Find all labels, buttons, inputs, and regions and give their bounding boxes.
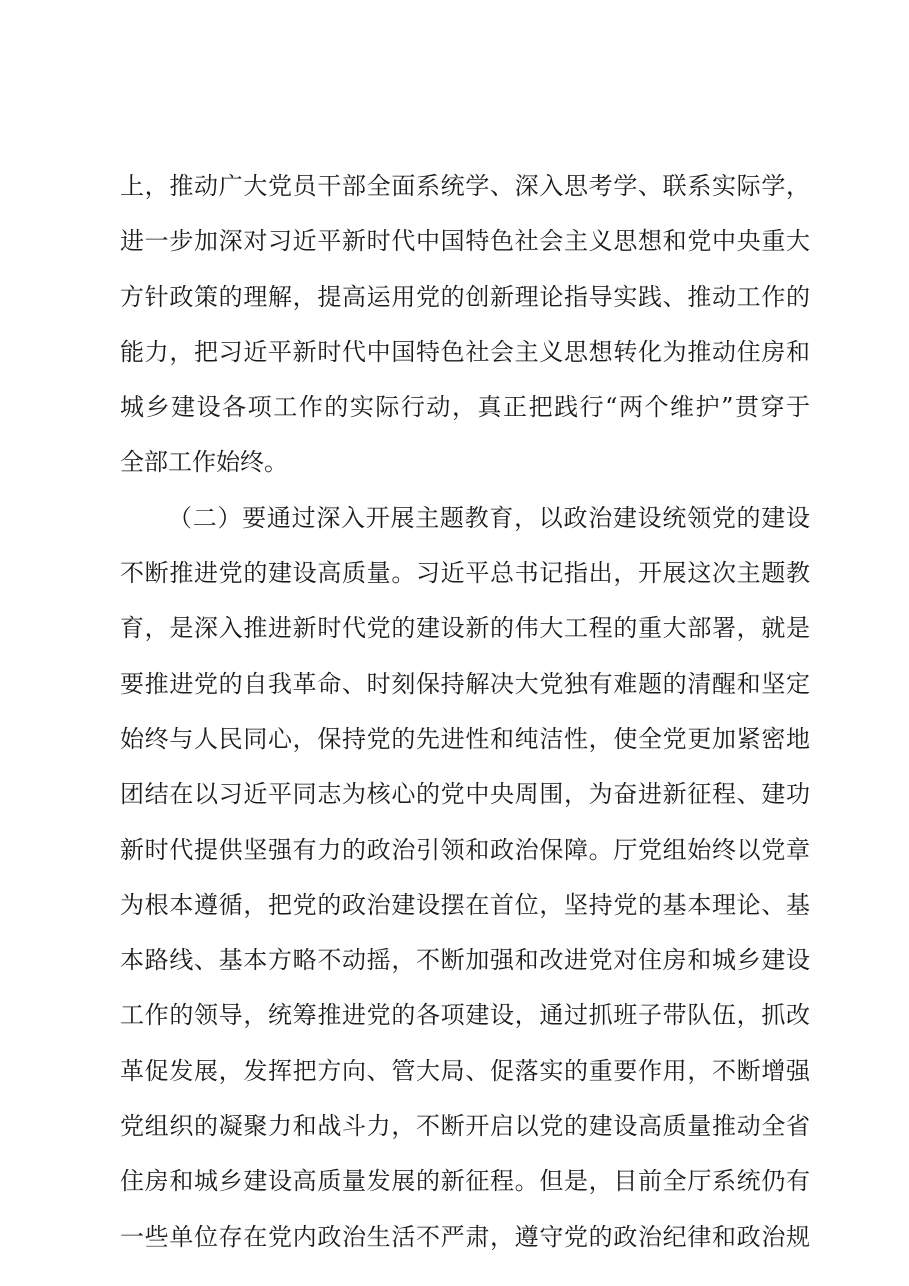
- text-line: 一些单位存在党内政治生活不严肃，遵守党的政治纪律和政治规: [120, 1222, 810, 1251]
- section-heading-line: （二）要通过深入开展主题教育，以政治建设统领党的建设: [168, 503, 810, 532]
- text-line: 为根本遵循，把党的政治建设摆在首位，坚持党的基本理论、基: [120, 890, 810, 919]
- text-line: 本路线、基本方略不动摇，不断加强和改进党对住房和城乡建设: [120, 946, 810, 975]
- text-line: 不断推进党的建设高质量。习近平总书记指出，开展这次主题教: [120, 559, 810, 588]
- text-line: 工作的领导，统筹推进党的各项建设，通过抓班子带队伍，抓改: [120, 1001, 810, 1030]
- text-line: 始终与人民同心，保持党的先进性和纯洁性，使全党更加紧密地: [120, 724, 810, 753]
- text-line: 革促发展，发挥把方向、管大局、促落实的重要作用，不断增强: [120, 1056, 810, 1085]
- text-line: 方针政策的理解，提高运用党的创新理论指导实践、推动工作的: [120, 282, 810, 311]
- text-line: 住房和城乡建设高质量发展的新征程。但是，目前全厅系统仍有: [120, 1167, 810, 1196]
- text-line: 团结在以习近平同志为核心的党中央周围，为奋进新征程、建功: [120, 780, 810, 809]
- text-line: 党组织的凝聚力和战斗力，不断开启以党的建设高质量推动全省: [120, 1112, 810, 1141]
- text-line: 上，推动广大党员干部全面系统学、深入思考学、联系实际学，: [120, 172, 810, 200]
- text-line: 要推进党的自我革命、时刻保持解决大党独有难题的清醒和坚定: [120, 669, 810, 698]
- text-line: 全部工作始终。: [120, 448, 288, 477]
- text-line: 进一步加深对习近平新时代中国特色社会主义思想和党中央重大: [120, 227, 810, 256]
- text-line: 能力，把习近平新时代中国特色社会主义思想转化为推动住房和: [120, 337, 810, 366]
- body-text: [120, 159, 810, 1265]
- text-line: 新时代提供坚强有力的政治引领和政治保障。厅党组始终以党章: [120, 835, 810, 864]
- text-line: 育，是深入推进新时代党的建设新的伟大工程的重大部署，就是: [120, 614, 810, 643]
- text-line: 城乡建设各项工作的实际行动，真正把践行“两个维护”贯穿于: [120, 393, 810, 422]
